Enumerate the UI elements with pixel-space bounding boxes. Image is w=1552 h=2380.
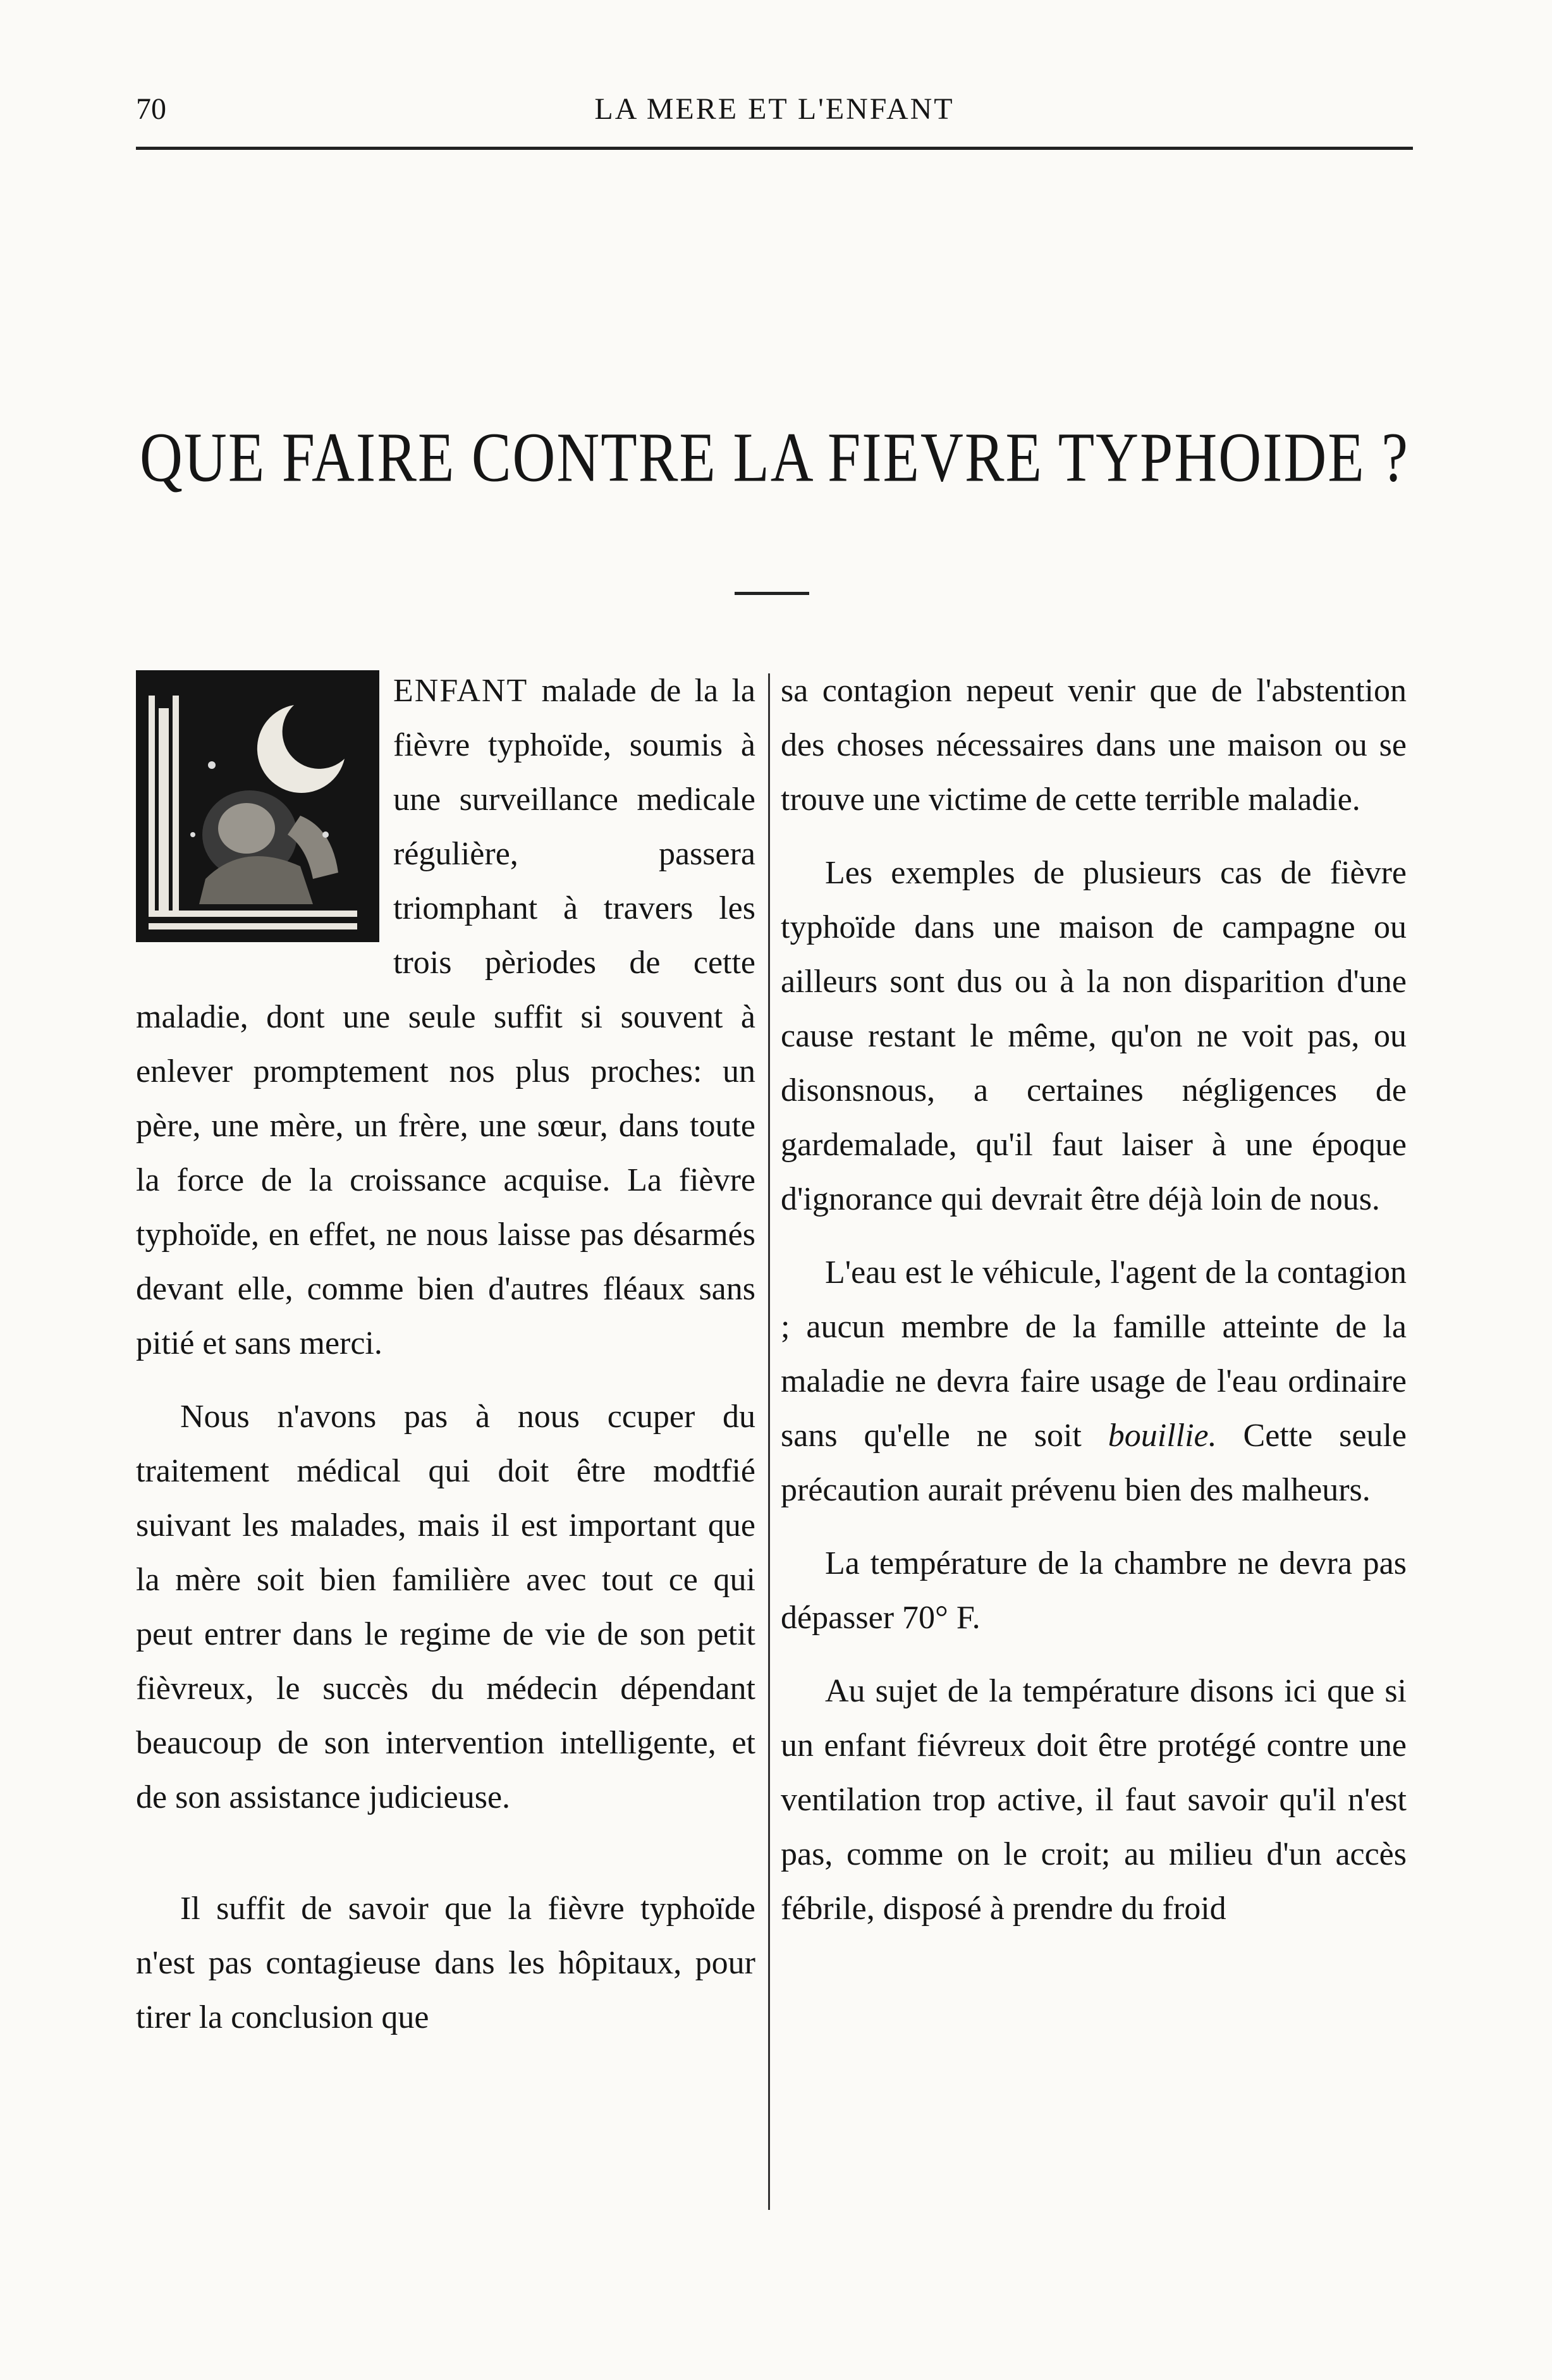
ornamental-initial-icon xyxy=(136,670,379,942)
emphasis-bouillie: bouillie. xyxy=(1108,1418,1217,1454)
page-header xyxy=(136,92,1413,130)
left-paragraph-3: Il suffit de savoir que la fièvre typhoïde n'est pas contagieuse dans les hôpitaux, pour tirer la conclusion que xyxy=(136,1891,755,2035)
right-paragraph-3 xyxy=(781,1246,1407,1518)
right-paragraph-2: Les exemples de plusieurs cas de fièvre typhoïde dans une maison de campagne ou ailleurs sont dus ou à la non disparition d'une cause restant le même, qu'on ne voit pas, ou disonsnous, a certaines négligences de gardemalade, qu'il faut laiser à une époque d'ignorance qui devrait être déjà loin de nous. xyxy=(781,855,1407,1217)
right-paragraph-1: sa contagion nepeut venir que de l'abstention des choses nécessaires dans une maison ou se trouve une victime de cette terrible maladie. xyxy=(781,673,1407,818)
opening-word: ENFANT xyxy=(393,673,529,709)
right-paragraph-3-text-a: L'eau est le véhicule, l'agent de la contagion ; aucun membre de la famille atteinte de la maladie ne devra faire usage de l'eau ordinaire sans qu'elle ne soit xyxy=(781,1254,1407,1454)
right-paragraph-4: La température de la chambre ne devra pas dépasser 70° F. xyxy=(781,1545,1407,1636)
right-column xyxy=(781,664,1407,1955)
left-column xyxy=(136,664,755,2064)
right-paragraph-3-text-b: Cette seule précaution aurait prévenu bien des malheurs. xyxy=(781,1418,1407,1508)
running-head: LA MERE ET L'ENFANT xyxy=(594,92,955,126)
header-rule xyxy=(136,147,1413,150)
left-paragraph-1 xyxy=(136,664,755,1371)
left-paragraph-2: Nous n'avons pas à nous ccuper du traitement médical qui doit être modtfié suivant les malades, mais il est important que la mère soit bien familière avec tout ce qui peut entrer dans le regime de vie de son petit fièvreux, le succès du médecin dépendant beaucoup de son intervention intelligente, et de son assistance judicieuse. xyxy=(136,1399,755,1815)
column-divider xyxy=(768,673,770,2210)
title-rule xyxy=(735,592,809,595)
page-number: 70 xyxy=(136,92,166,126)
chapter-title: QUE FAIRE CONTRE LA FIEVRE TYPHOIDE ? xyxy=(140,419,1409,497)
right-paragraph-5: Au sujet de la température disons ici que si un enfant fiévreux doit être protégé contre une ventilation trop active, il faut savoir qu'il n'est pas, comme on le croit; au milieu d'un accès fébrile, disposé à prendre du froid xyxy=(781,1673,1407,1927)
left-paragraph-1-text: malade de la la fièvre typhoïde, soumis à une surveillance medicale régulière, passera triomphant à travers les trois pèriodes de cette maladie, dont une seule suffit si souvent à enlever promptement nos plus proches: un père, une mère, un frère, une sœur, dans toute la force de la croissance acquise. La fièvre typhoïde, en effet, ne nous laisse pas désarmés devant elle, comme bien d'autres fléaux sans pitié et sans merci. xyxy=(136,673,755,1361)
